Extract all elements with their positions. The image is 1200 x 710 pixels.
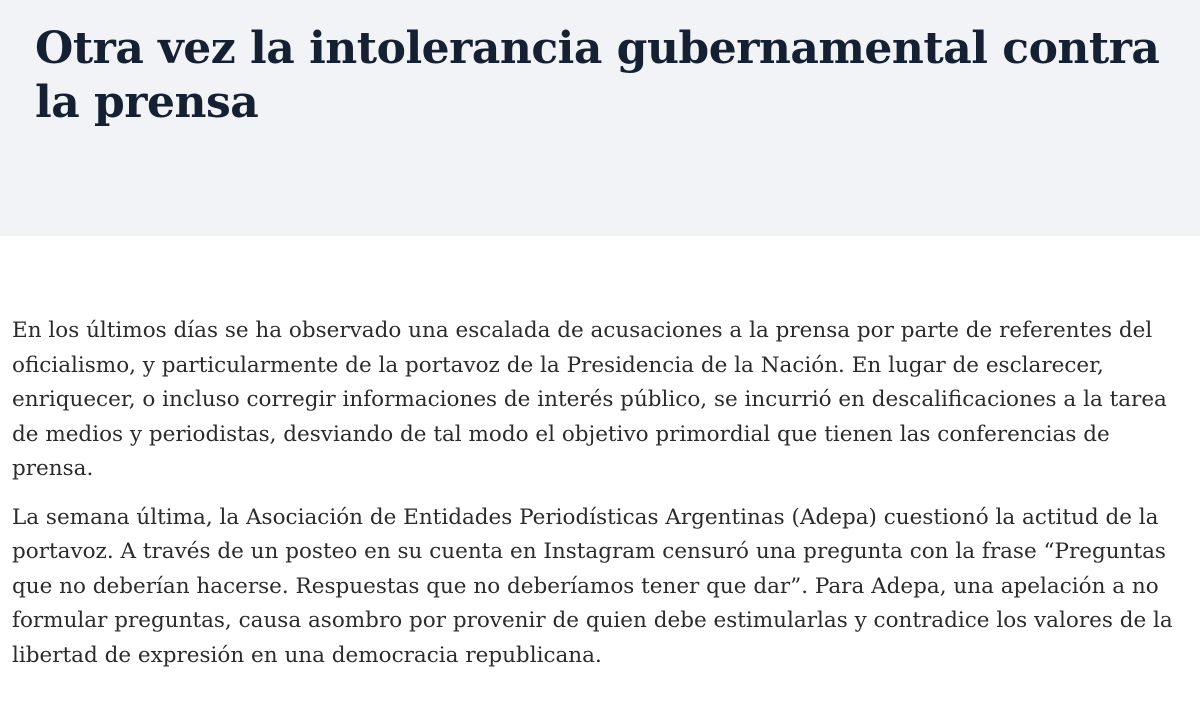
article-paragraph: La semana última, la Asociación de Entidades Periodísticas Argentinas (Adepa) cuestionó la actitud de la portavoz. A través de un posteo en su cuenta en Instagram censuró una pregunta con la frase “Preguntas que no deberían hacerse. Respuestas que no deberíamos tener que dar”. Para Adepa, una apelación a no formular preguntas, causa asombro por provenir de quien debe estimularlas y contradice los valores de la libertad de expresión en una democracia republicana. [12,504,1173,668]
article-header [0,0,1200,236]
article-title: Otra vez la intolerancia gubernamental contra la prensa [35,23,1160,128]
article-paragraph: En los últimos días se ha observado una escalada de acusaciones a la prensa por parte de referentes del oficialismo, y particularmente de la portavoz de la Presidencia de la Nación. En lugar de esclarecer, enriquecer, o incluso corregir informaciones de interés público, se incurrió en descalificaciones a la tarea de medios y periodistas, desviando de tal modo el objetivo primordial que tienen las conferencias de prensa. [12,318,1167,481]
article-body [12,314,1194,687]
